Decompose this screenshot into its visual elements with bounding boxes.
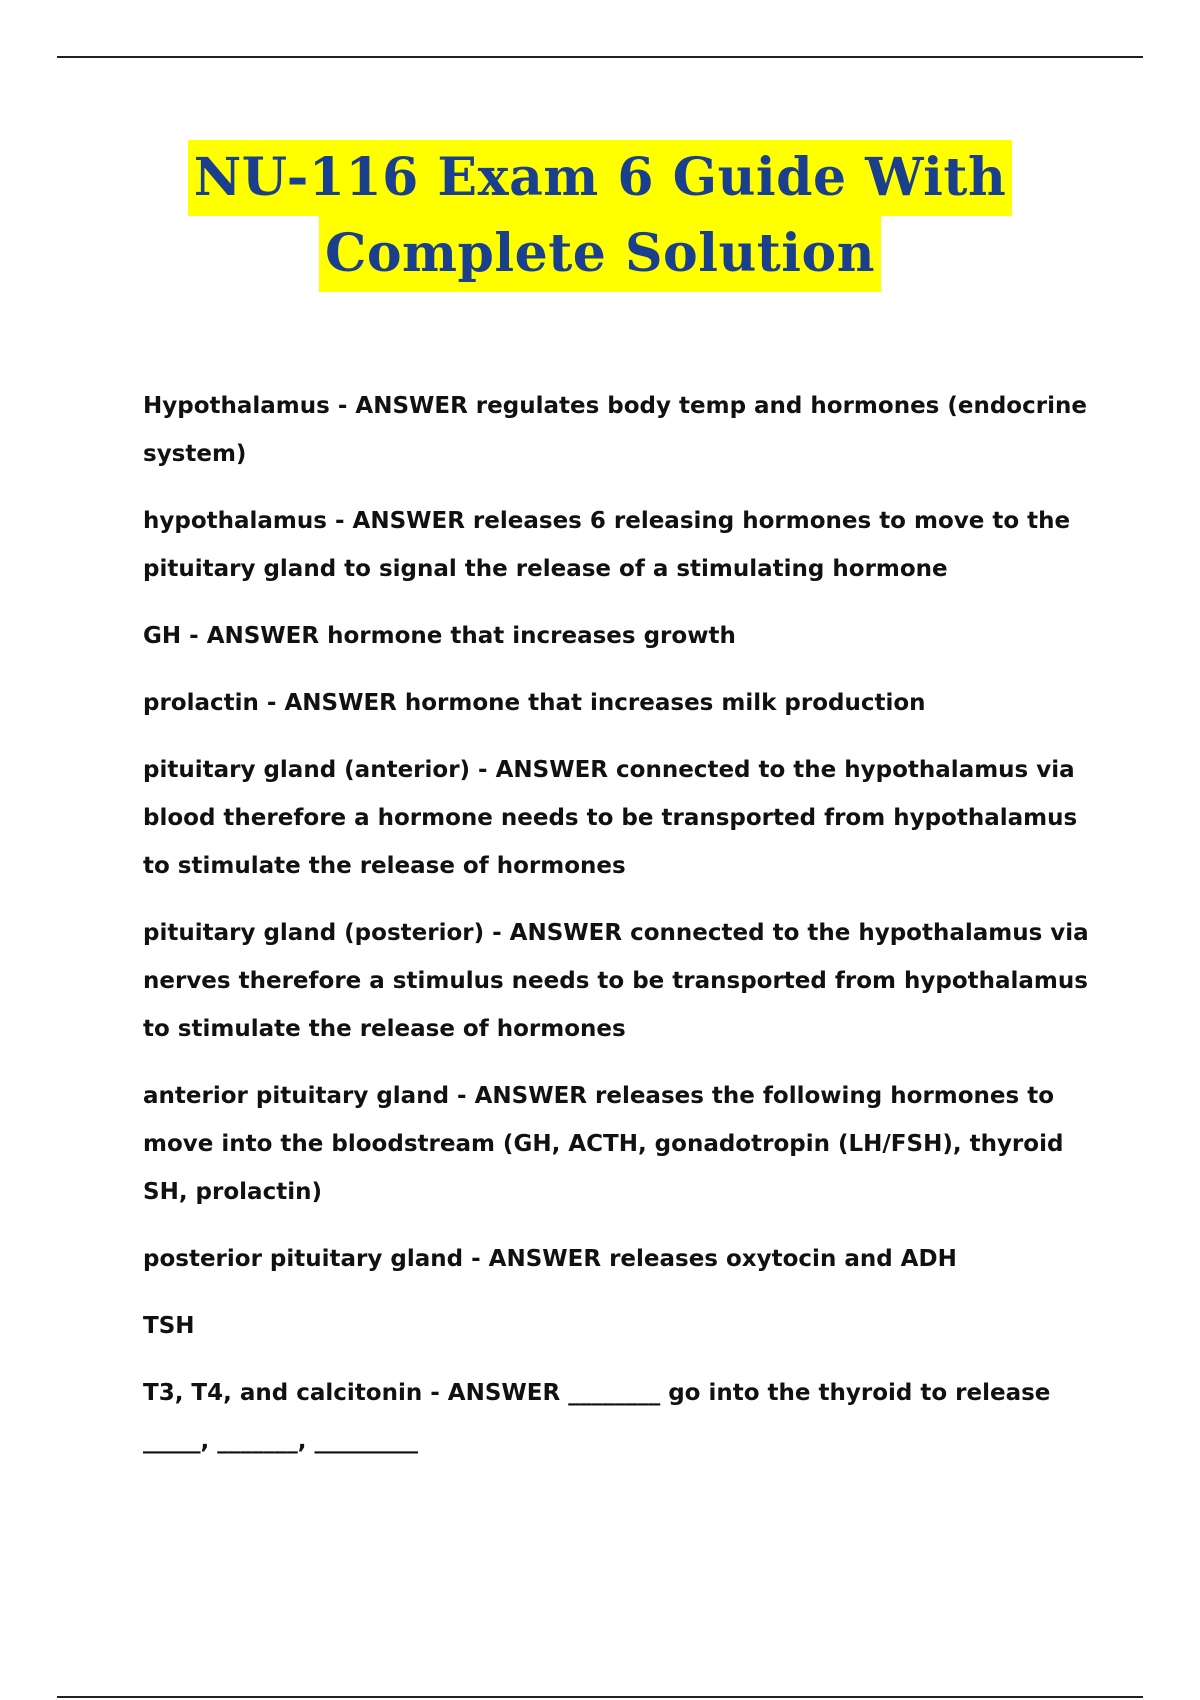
qa-entry: Hypothalamus - ANSWER regulates body temp and hormones (endocrine system): [143, 393, 1087, 467]
qa-entry: anterior pituitary gland - ANSWER releases the following hormones to move into the bloodstream (GH, ACTH, gonadotropin (LH/FSH), thyroid SH, prolactin): [143, 1083, 1064, 1205]
qa-entry: T3, T4, and calcitonin - ANSWER ________ go into the thyroid to release _____, _______, _________: [143, 1380, 1051, 1454]
qa-entry: pituitary gland (posterior) - ANSWER connected to the hypothalamus via nerves therefore a stimulus needs to be transported from hypothalamus to stimulate the release of hormones: [143, 920, 1089, 1042]
qa-entry: TSH: [143, 1313, 195, 1339]
qa-entry: GH - ANSWER hormone that increases growth: [143, 623, 736, 649]
top-divider: [57, 56, 1143, 58]
title-line-2: Complete Solution: [319, 216, 881, 292]
qa-entry: prolactin - ANSWER hormone that increases milk production: [143, 690, 926, 716]
qa-list: [143, 382, 1093, 1484]
bottom-divider: [57, 1696, 1143, 1698]
qa-entry: posterior pituitary gland - ANSWER releases oxytocin and ADH: [143, 1246, 957, 1272]
qa-entry: pituitary gland (anterior) - ANSWER connected to the hypothalamus via blood therefore a hormone needs to be transported from hypothalamus to stimulate the release of hormones: [143, 757, 1078, 879]
qa-entry: hypothalamus - ANSWER releases 6 releasing hormones to move to the pituitary gland to signal the release of a stimulating hormone: [143, 508, 1071, 582]
page-title: [0, 140, 1200, 292]
title-line-1: NU-116 Exam 6 Guide With: [188, 140, 1013, 216]
